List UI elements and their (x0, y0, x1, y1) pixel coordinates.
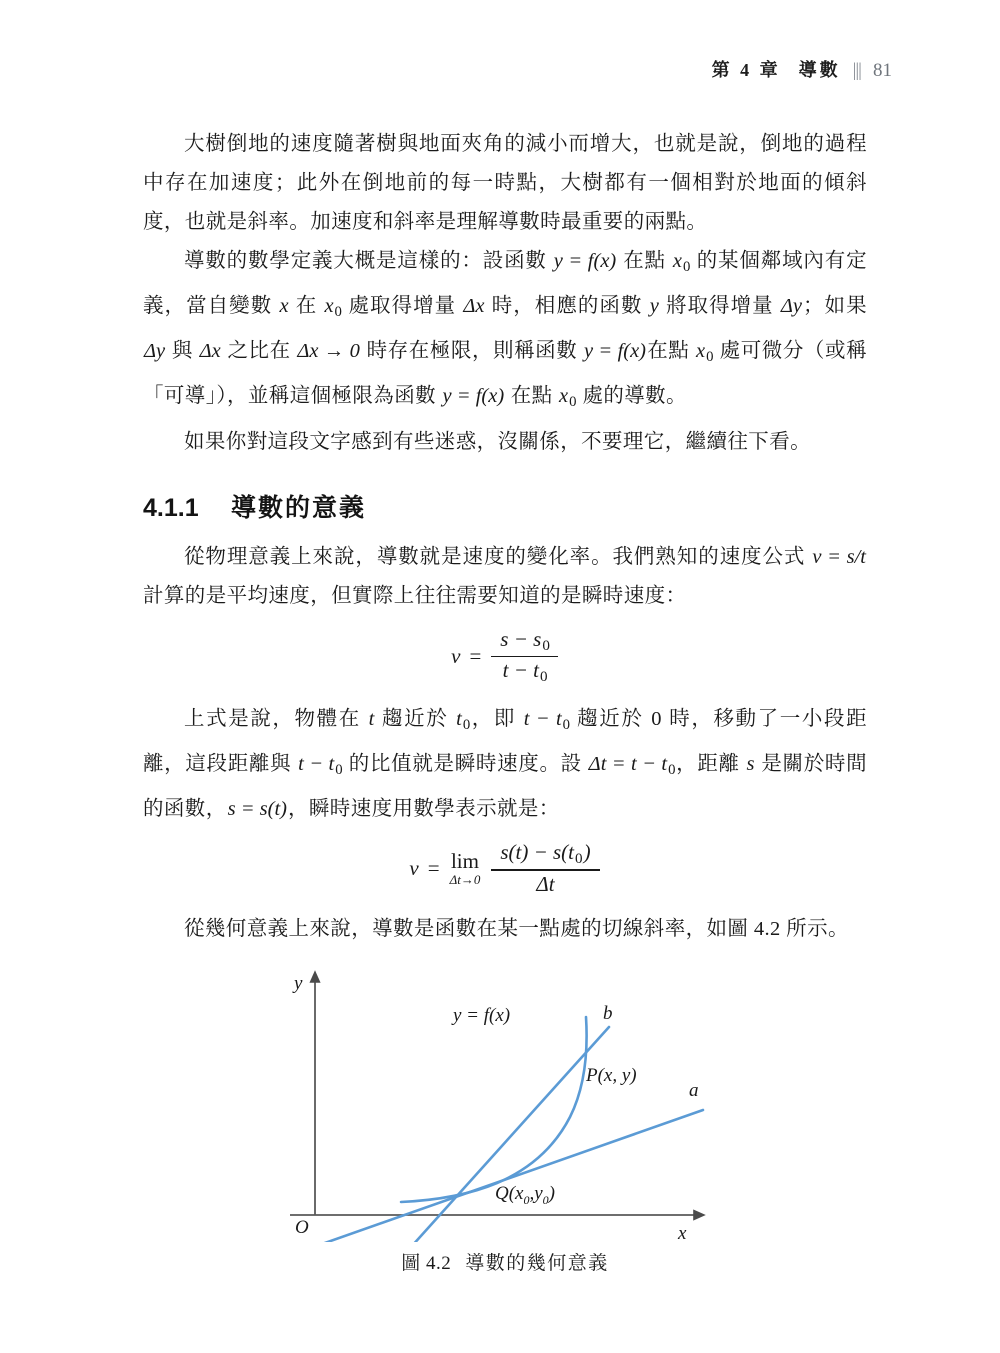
math-run: s (746, 752, 755, 775)
text-run: 的比值就是瞬時速度。設 (342, 752, 588, 775)
section-heading (143, 488, 867, 524)
math-run: t − t (298, 752, 335, 775)
paragraph-4 (143, 538, 867, 616)
math-run: y = f(x) (553, 250, 617, 272)
origin-label: O (295, 1216, 309, 1238)
math-run: Δt = t − t (588, 752, 668, 775)
math-run: s = s(t) (227, 797, 287, 820)
limit-symbol: lim (450, 848, 479, 873)
text-run: 趨近於 (570, 707, 651, 730)
text-run: 從物理意義上來說，導數就是速度的變化率。我們熟知的速度公式 (184, 545, 812, 568)
text-run: 在 (289, 295, 324, 318)
denominator-text: Δt (536, 871, 555, 896)
limit-subscript: Δt→0 (449, 871, 481, 887)
paragraph-1: 大樹倒地的速度隨著樹與地面夾角的減小而增大，也就是說，倒地的過程中存在加速度；此外在倒地前的每一時點，大樹都有一個相對於地面的傾斜度，也就是斜率。加速度和斜率是理解導數時最重要的兩點。 (143, 133, 867, 233)
math-run: t (456, 707, 462, 730)
paragraph-6: 從幾何意義上來說，導數是函數在某一點處的切線斜率，如圖 4.2 所示。 (184, 917, 849, 940)
fraction (491, 626, 558, 688)
equals-sign: = (469, 644, 482, 669)
text-run: 之比在 (221, 340, 297, 363)
paragraph-3: 如果你對這段文字感到有些迷惑，沒關係，不要理它，繼續往下看。 (184, 430, 811, 453)
math-run: v = s/t (812, 545, 866, 568)
point-q-label (495, 1183, 555, 1207)
text-run: 在點 (505, 385, 559, 408)
equation-lhs: v (451, 644, 461, 669)
text-run: 處取得增量 (342, 295, 463, 318)
math-run: Δx (463, 295, 485, 318)
math-subscript: 0 (569, 394, 577, 411)
text-run: 是關於時間的函數， (143, 752, 867, 820)
text-run: 導數的數學定義大概是這樣的：設函數 (184, 250, 553, 272)
header-chapter-title: 導數 (798, 60, 841, 80)
fraction (491, 839, 599, 898)
text-run: 計算的是平均速度，但實際上往往需要知道的是瞬時速度： (143, 584, 687, 607)
limit-operator (449, 848, 481, 887)
point-p-label: P(x, y) (586, 1064, 637, 1086)
x-axis-label: x (678, 1222, 687, 1242)
math-subscript: 0 (462, 716, 471, 733)
equation-velocity-average (143, 626, 867, 688)
math-run: Δy (144, 340, 166, 363)
math-subscript: 0 (334, 304, 343, 321)
q-mid: ,y (529, 1182, 543, 1204)
page-content (143, 125, 867, 1275)
text-run: 在點 (617, 250, 672, 272)
curve-label: y = f(x) (453, 1004, 511, 1026)
math-run: y = f(x) (584, 340, 647, 363)
text-run: 處可微分（或稱「可導」），並稱這個極限為函數 (143, 340, 867, 408)
fraction-denominator (527, 871, 563, 898)
denominator-text: t − t (502, 658, 539, 683)
running-header (712, 56, 892, 82)
numerator-subscript: 0 (575, 851, 583, 867)
fraction-denominator (494, 657, 556, 687)
math-run: x (672, 250, 682, 272)
text-run: 時，移動了一小段距離，這段距離與 (143, 707, 868, 775)
derivative-geometry-diagram (290, 967, 720, 1242)
math-subscript: 0 (706, 349, 714, 366)
header-rule-glyph: ||| (852, 60, 861, 81)
section-number: 4.1.1 (143, 493, 199, 522)
equation-instantaneous-velocity (143, 839, 867, 898)
q-tail: ) (548, 1182, 555, 1204)
text-run: ；如果 (803, 295, 867, 318)
math-run: x (279, 295, 289, 318)
figure-caption-number: 圖 4.2 (401, 1252, 452, 1274)
figure-caption-title: 導數的幾何意義 (465, 1252, 609, 1274)
figure-caption (401, 1248, 609, 1275)
math-subscript: 0 (562, 716, 571, 733)
numerator-text: s − s (500, 626, 542, 651)
numerator-subscript: 0 (542, 637, 550, 654)
text-run: 將取得增量 (659, 295, 780, 318)
math-run: x (559, 385, 569, 408)
math-run: y = f(x) (442, 385, 505, 408)
text-run: 在點 (647, 340, 696, 363)
math-subscript: 0 (668, 761, 676, 778)
text-run: ，距離 (675, 752, 746, 775)
math-run: t (368, 707, 375, 730)
section-title: 導數的意義 (231, 493, 367, 522)
fraction-numerator (491, 626, 558, 656)
equation-row (450, 626, 560, 688)
y-axis-label: y (294, 972, 303, 994)
secant-label-b: b (603, 1002, 613, 1024)
q-main: Q(x (495, 1182, 524, 1204)
text-run: 與 (166, 340, 199, 363)
math-subscript: 0 (335, 761, 343, 778)
numerator-text: s(t) − s(t (500, 839, 575, 864)
denominator-subscript: 0 (539, 669, 548, 686)
header-chapter-number: 第 4 章 (711, 60, 781, 80)
page-number: 81 (873, 60, 892, 81)
paragraph-5 (143, 700, 867, 829)
text-run: ，即 (470, 707, 523, 730)
text-run: 處的導數。 (576, 385, 687, 408)
figure-4-2 (143, 967, 867, 1275)
equation-lhs: v (409, 855, 419, 880)
q-sub-1: 0 (523, 1192, 530, 1207)
tangent-label-a: a (689, 1079, 699, 1101)
math-run: x (324, 295, 334, 318)
secant-line-b (411, 1027, 609, 1242)
equals-sign: = (427, 855, 440, 880)
text-run: 時存在極限，則稱函數 (360, 340, 584, 363)
math-run: x (696, 340, 706, 363)
math-run: Δx → 0 (297, 340, 360, 363)
math-run: Δy (780, 295, 802, 318)
math-run: y (649, 295, 659, 318)
q-sub-2: 0 (542, 1192, 549, 1207)
text-run: 時，相應的函數 (485, 295, 649, 318)
text-run: 的某個鄰域內有定義，當自變數 (143, 250, 867, 318)
math-run: t − t (523, 707, 562, 730)
math-run: 0 (651, 707, 662, 730)
math-subscript: 0 (682, 259, 691, 276)
equation-row (408, 839, 601, 898)
paragraph-2 (143, 242, 867, 423)
numerator-tail: ) (583, 839, 591, 864)
math-run: Δx (199, 340, 221, 363)
fraction-numerator (491, 839, 599, 869)
text-run: ，瞬時速度用數學表示就是： (288, 797, 560, 820)
text-run: 趨近於 (375, 707, 456, 730)
function-curve (401, 1017, 587, 1202)
text-run: 上式是說，物體在 (184, 707, 368, 730)
